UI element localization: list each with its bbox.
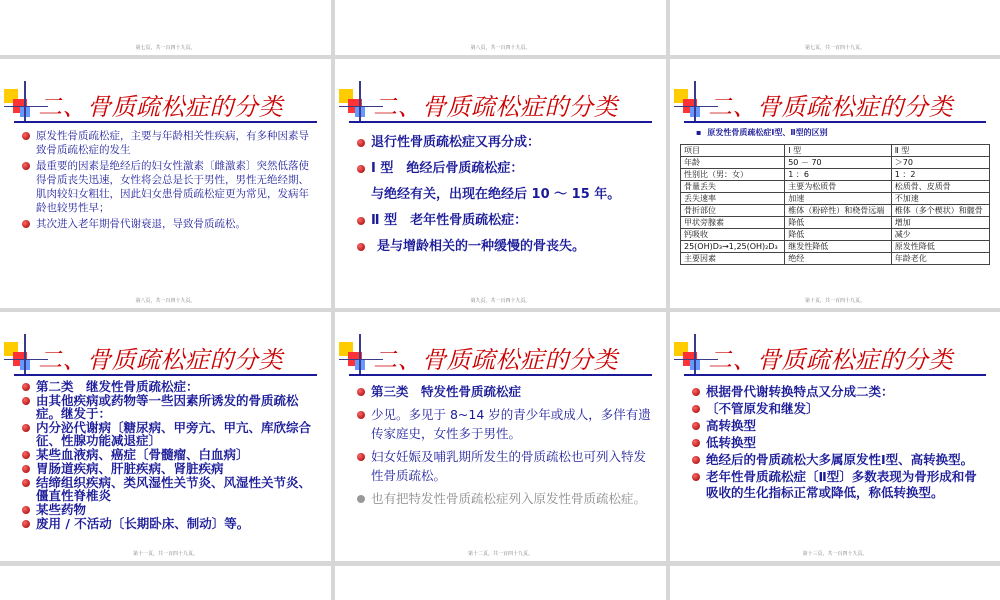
- bullet-dot-icon: [22, 220, 30, 228]
- bullet-dot-icon: [22, 451, 30, 459]
- bullet-dot-icon: [357, 139, 365, 147]
- table-cell: 继发性降低: [785, 241, 892, 253]
- table-cell: 原发性降低: [891, 241, 989, 253]
- slide-thumbnail-bottom-2[interactable]: [335, 566, 666, 600]
- table-row: [681, 217, 990, 229]
- table-cell: 椎体（多个楔状）和髋骨: [891, 205, 989, 217]
- table-row: [681, 241, 990, 253]
- bullet-dot-icon: [357, 411, 365, 419]
- title-underline: [684, 374, 986, 376]
- slide-thumbnail-top-2[interactable]: [335, 0, 666, 55]
- bullet-dot-icon: [692, 388, 700, 396]
- slide-body: [22, 129, 317, 233]
- table-cell: 椎体（粉碎性）和桡骨远端: [785, 205, 892, 217]
- bullet-dot-icon: [22, 424, 30, 432]
- list-item: 其次进入老年期骨代谢衰退，导致骨质疏松。: [22, 217, 317, 231]
- title-underline: [14, 121, 317, 123]
- list-item: 废用 / 不活动〔长期卧床、制动〕等。: [22, 517, 317, 530]
- table-cell: 丢失速率: [681, 193, 785, 205]
- slide-title: 二、骨质疏松症的分类: [38, 93, 283, 121]
- bullet-dot-icon: [22, 479, 30, 487]
- table-row: [681, 229, 990, 241]
- table-cell: 绝经: [785, 253, 892, 265]
- table-row: [681, 145, 990, 157]
- table-cell: Ⅱ 型: [891, 145, 989, 157]
- table-row: [681, 169, 990, 181]
- title-underline: [14, 374, 317, 376]
- list-item: 退行性骨质疏松症又再分成：: [357, 133, 652, 153]
- table-cell: 加速: [785, 193, 892, 205]
- table-row: [681, 205, 990, 217]
- slide-title: 二、骨质疏松症的分类: [38, 346, 283, 374]
- list-item: 低转换型: [692, 435, 986, 451]
- bullet-dot-icon: [22, 397, 30, 405]
- slide-body: [692, 384, 986, 502]
- table-cell: 降低: [785, 217, 892, 229]
- bullet-dot-icon: [22, 465, 30, 473]
- slide-footer: 第八页，共一百四十九页。: [470, 45, 531, 51]
- slide-thumbnail-1[interactable]: [0, 59, 331, 308]
- bullet-dot-icon: [357, 243, 365, 251]
- list-item: 绝经后的骨质疏松大多属原发性Ⅰ型、高转换型。: [692, 452, 986, 468]
- bullet-dot-icon: [22, 520, 30, 528]
- bullet-dot-icon: [692, 405, 700, 413]
- table-cell: 1 ：6: [785, 169, 892, 181]
- slide-thumbnail-bottom-3[interactable]: [670, 566, 1000, 600]
- table-row: [681, 181, 990, 193]
- slide-footer: 第七页，共一百四十九页。: [804, 45, 865, 51]
- list-item: 原发性骨质疏松症，主要与年龄相关性疾病，有多种因素导致骨质疏松症的发生: [22, 129, 317, 157]
- list-item: 胃肠道疾病、肝脏疾病、肾脏疾病: [22, 462, 317, 475]
- slide-body: [22, 380, 317, 531]
- bullet-dot-icon: [692, 439, 700, 447]
- bullet-dot-icon: [357, 165, 365, 173]
- table-cell: 项目: [681, 145, 785, 157]
- slide-thumbnail-top-3[interactable]: [670, 0, 1000, 55]
- slide-footer: 第十二页，共一百四十九页。: [467, 551, 533, 557]
- list-item: 是与增龄相关的一种缓慢的骨丧失。: [357, 237, 652, 257]
- slide-thumbnail-4[interactable]: [0, 312, 331, 561]
- slide-footer: 第十页，共一百四十九页。: [804, 298, 865, 304]
- list-item: 也有把特发性骨质疏松症列入原发性骨质疏松症。: [357, 489, 652, 508]
- table-cell: 骨折部位: [681, 205, 785, 217]
- list-item: 结缔组织疾病、类风湿性关节炎、风湿性关节炎、僵直性脊椎炎: [22, 476, 317, 502]
- table-cell: 25(OH)D₃→1,25(OH)₂D₃: [681, 241, 785, 253]
- slide-body: [357, 382, 652, 512]
- list-item: 高转换型: [692, 418, 986, 434]
- table-cell: 主要因素: [681, 253, 785, 265]
- table-cell: 年龄: [681, 157, 785, 169]
- slide-footer: 第九页，共一百四十九页。: [470, 298, 531, 304]
- list-item: 老年性骨质疏松症〔Ⅱ型〕多数表现为骨形成和骨吸收的生化指标正常或降低，称低转换型。: [692, 469, 986, 501]
- list-item: 〔不管原发和继发〕: [692, 401, 986, 417]
- slide-thumbnail-5[interactable]: [335, 312, 666, 561]
- title-underline: [349, 374, 652, 376]
- slide-thumbnail-top-1[interactable]: [0, 0, 331, 55]
- bullet-dot-icon: [692, 473, 700, 481]
- table-cell: 1 ：2: [891, 169, 989, 181]
- table-cell: 不加速: [891, 193, 989, 205]
- list-item: 第二类 继发性骨质疏松症：: [22, 380, 317, 393]
- table-cell: 50 － 70: [785, 157, 892, 169]
- list-item: 某些药物: [22, 503, 317, 516]
- table-cell: 松质骨、皮质骨: [891, 181, 989, 193]
- title-underline: [684, 121, 986, 123]
- list-item: 与绝经有关，出现在绝经后 10 ～ 15 年。: [371, 187, 621, 202]
- slide-title: 二、骨质疏松症的分类: [373, 93, 618, 121]
- slide-thumbnail-3[interactable]: [670, 59, 1000, 308]
- slide-thumbnail-bottom-1[interactable]: [0, 566, 331, 600]
- table-cell: 钙吸收: [681, 229, 785, 241]
- table-row: [681, 157, 990, 169]
- table-cell: 降低: [785, 229, 892, 241]
- slide-title: 二、骨质疏松症的分类: [708, 346, 953, 374]
- list-item: 某些血液病、癌症〔骨髓瘤、白血病〕: [22, 448, 317, 461]
- table-caption: ▪ 原发性骨质疏松症Ⅰ型、Ⅱ型的区别: [696, 127, 990, 138]
- bullet-dot-icon: [692, 422, 700, 430]
- table-cell: 年龄老化: [891, 253, 989, 265]
- list-item: 最重要的因素是绝经后的妇女性激素〔雌激素〕突然低落使得骨质丧失迅速，女性将会总是长于男性，男性无绝经期、肌肉较妇女粗壮，因此妇女患骨质疏松症更为常见，发病年龄也较男性早；: [22, 159, 317, 215]
- comparison-table: [680, 144, 990, 265]
- table-cell: ＞70: [891, 157, 989, 169]
- table-cell: 性别比（男：女）: [681, 169, 785, 181]
- slide-title: 二、骨质疏松症的分类: [373, 346, 618, 374]
- bullet-dot-icon: [357, 388, 365, 396]
- list-item: 妇女妊娠及哺乳期所发生的骨质疏松也可列入特发性骨质疏松。: [357, 447, 652, 485]
- list-item: 根据骨代谢转换特点又分成二类：: [692, 384, 986, 400]
- list-item: 第三类 特发性骨质疏松症: [357, 382, 652, 401]
- table-cell: 增加: [891, 217, 989, 229]
- table-cell: 骨量丢失: [681, 181, 785, 193]
- slide-body: [357, 133, 652, 263]
- table-row: [681, 253, 990, 265]
- slide-footer: 第十三页，共一百四十九页。: [802, 551, 868, 557]
- bullet-dot-icon: [357, 217, 365, 225]
- slide-footer: 第十一页，共一百四十九页。: [132, 551, 198, 557]
- slide-footer: 第八页，共一百四十九页。: [135, 298, 196, 304]
- table-row: [681, 193, 990, 205]
- bullet-dot-icon: [22, 383, 30, 391]
- slide-thumbnail-6[interactable]: [670, 312, 1000, 561]
- table-cell: 主要为松质骨: [785, 181, 892, 193]
- slide-title: 二、骨质疏松症的分类: [708, 93, 953, 121]
- list-item: 由其他疾病或药物等一些因素所诱发的骨质疏松症。继发于：: [22, 394, 317, 420]
- slide-thumbnail-2[interactable]: [335, 59, 666, 308]
- title-underline: [349, 121, 652, 123]
- bullet-dot-icon: [357, 453, 365, 461]
- list-item: Ⅰ 型 绝经后骨质疏松症：: [357, 159, 652, 179]
- list-item: Ⅱ 型 老年性骨质疏松症：: [357, 211, 652, 231]
- table-cell: 减少: [891, 229, 989, 241]
- list-item: 少见。多见于 8~14 岁的青少年或成人，多伴有遗传家庭史，女性多于男性。: [357, 405, 652, 443]
- table-cell: 甲状旁腺素: [681, 217, 785, 229]
- slide-footer: 第七页，共一百四十九页。: [135, 45, 196, 51]
- bullet-dot-icon: [22, 132, 30, 140]
- table-cell: Ⅰ 型: [785, 145, 892, 157]
- bullet-dot-icon: [692, 456, 700, 464]
- list-item: 内分泌代谢病〔糖尿病、甲旁亢、甲亢、库欣综合征、性腺功能减退症〕: [22, 421, 317, 447]
- bullet-dot-icon: [357, 495, 365, 503]
- bullet-dot-icon: [22, 162, 30, 170]
- slide-body: [680, 127, 990, 265]
- bullet-dot-icon: [22, 506, 30, 514]
